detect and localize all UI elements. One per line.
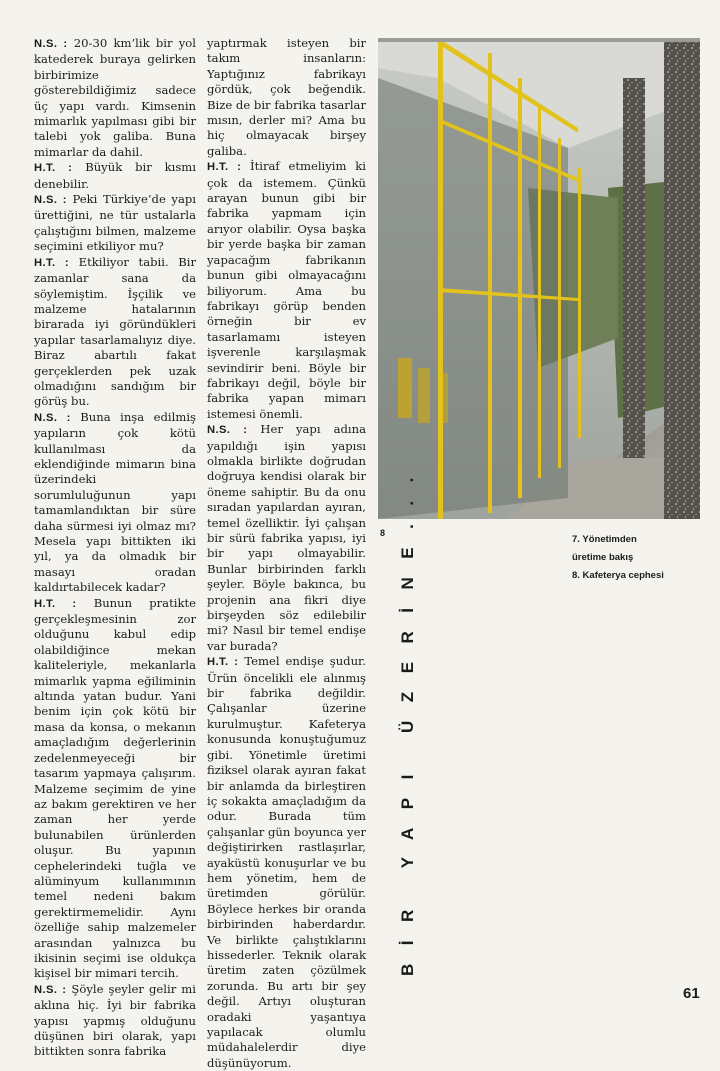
figure-captions <box>572 531 712 585</box>
figure-number: 8 <box>380 528 386 538</box>
interview-paragraph <box>207 422 366 654</box>
interview-paragraph <box>34 192 196 255</box>
paragraph-text: Temel endişe şudur. Ürün öncelikli ele alınmış bir fabrika değildir. Çalışanlar üzerine kurulmuştur. Kafeterya konusunda konuştuğumuz gibi. Yönetimle üretimi fiziksel olarak ayıran fakat bir anlamda da birleştiren iç sokakta amaçladığım da odur. Burada tüm çalışanlar gün boyunca yer değiştirirken rastlaşırlar, ayaküstü konuşurlar ve bu hem yönetim, hem de üretimden görülür. Böylece herkes bir oranda birbirinden haberdardır. Ve birlikte çalıştıklarını hissederler. Teknik olarak üretim zaten çözülmek zorunda. Bu artı bir şey değil. Artıyı oluşturan oradaki yaşantıya yapılacak olumlu müdahalelerdir diye düşünüyorum. <box>207 654 367 1070</box>
paragraph-text: Etkiliyor tabii. Bir zamanlar sana da söylemiştim. İşçilik ve malzeme hatalarının birarada iyi göründükleri yapılar tasarlamalıyız diye. Biraz abartılı fakat gerçeklerden pek uzak olmadığını sandığım bir görüş bu. <box>34 254 197 409</box>
caption-line-3: 8. Kafeterya cephesi <box>572 570 664 581</box>
speaker-label: H.T. : <box>207 161 242 174</box>
interview-paragraph <box>207 159 366 422</box>
interview-paragraph <box>34 36 196 160</box>
interview-paragraph <box>34 410 196 596</box>
paragraph-text: Şöyle şeyler gelir mi aklına hiç. İyi bir fabrika yapısı yapmış olduğunu düşünen biri olarak, yapı bittikten sonra fabrika <box>34 981 196 1059</box>
interview-paragraph <box>34 255 196 410</box>
cafeteria-facade-photo <box>378 38 700 519</box>
speaker-label: H.T. : <box>34 256 70 269</box>
paragraph-text: 20-30 km’lik bir yol katederek buraya gelirken birbirimize gösterebildiğimiz sadece üç yapı vardı. Kimsenin mimarlık yapılması gibi bir talebi yok galiba. Buna mimarlar da dahil. <box>34 36 196 159</box>
interview-paragraph <box>34 596 196 982</box>
speaker-label: H.T. : <box>34 597 77 610</box>
speaker-label: H.T. : <box>207 656 239 669</box>
facade-photo-illustration <box>378 38 700 519</box>
paragraph-text: Büyük bir kısmı denebilir. <box>34 160 197 191</box>
speaker-label: N.S. : <box>207 424 248 437</box>
text-column-left <box>34 36 196 1060</box>
speaker-label: H.T. : <box>34 162 73 175</box>
paragraph-text: Bunun pratikte gerçekleşmesinin zor olduğunu kabul edip olabildiğince mekan kaliteleriyle, mekanlarla mimarlık yapma eğiliminin altında yatan budur. Yani benim için çok kötü bir masa da konsa, o mekanın amaçladığım değerlerinin zedelenmeyeceği bir tasarım yapmaya çalışırım. Malzeme seçimim de yine az bakım gerektiren ve her zaman her yerde bulunabilen ürünlerden oluşur. Bu yapının cephelerindeki tuğla ve alüminyum kullanımının temel nedeni bakım gerektirmemelidir. Aynı özelliğe sahip malzemeler arasından yalnızca bu ikisinin seçimi ise oldukça kişisel bir mimari tercih. <box>34 595 196 981</box>
paragraph-text: Her yapı adına yapıldığı işin yapısı olmakla birlikte doğrudan doğruya kendisi olarak bir öneme sahiptir. Bu da onu sıradan yapılardan ayıran, temel özelliktir. İyi çalışan bir sürü fabrika yapısı, iyi bir yapı olmayabilir. Bunlar birbirinden farklı şeyler. Böyle bakınca, bu projenin ana fikri diye birşeyden söz edilebilir mi? Nasıl bir temel endişe var burada? <box>207 422 366 653</box>
vertical-section-title: BİR YAPI ÜZERİNE... <box>398 459 417 976</box>
paragraph-text: yaptırmak isteyen bir takım insanların: Yaptığınız fabrikayı gördük, çok beğendik. Bize de bir fabrika tasarlar mısın, derler mi? Ama bu hiç olmayacak birşey galiba. <box>207 36 366 158</box>
paragraph-text: Peki Türkiye’de yapı ürettiğini, ne tür ustalarla çalıştığını bilmen, malzeme seçimini etkiliyor mu? <box>34 192 196 254</box>
speaker-label: N.S. : <box>34 983 67 996</box>
speaker-label: N.S. : <box>34 194 67 207</box>
interview-paragraph <box>34 160 196 192</box>
paragraph-text: Buna inşa edilmiş yapıların çok kötü kullanılması da eklendiğinde mimarın bina üzerindeki sorumluluğunun yapı tamamlandıktan bir süre daha sürmesi iyi olmaz mı? Mesela yapı bittikten iki yıl, ya da olmadık bir masayı oradan kaldırtabilecek kadar? <box>34 409 196 595</box>
interview-paragraph <box>207 36 366 159</box>
caption-line-1: 7. Yönetimden <box>572 534 637 545</box>
paragraph-text: İtiraf etmeliyim ki çok da istemem. Çünkü arayan bunun gibi bir fabrika yapmam için arıyor olabilir. Oysa başka bir yerde başka bir zaman yapacağım fabrikanın bunun gibi olmayacağını biliyorum. Ama bu fabrikayı görüp benden örneğin bir ev tasarlamamı isteyen işverenle karşılaşmak sevindirir beni. Böyle bir fabrikayı değil, böyle bir fabrika yapan mimarı istemesi önemli. <box>207 159 367 421</box>
text-column-middle <box>207 36 366 1071</box>
interview-paragraph <box>34 982 196 1060</box>
page-number: 61 <box>683 985 700 1002</box>
caption-line-2: üretime bakış <box>572 552 634 563</box>
interview-paragraph <box>207 654 366 1071</box>
speaker-label: N.S. : <box>34 38 68 50</box>
speaker-label: N.S. : <box>34 411 71 424</box>
